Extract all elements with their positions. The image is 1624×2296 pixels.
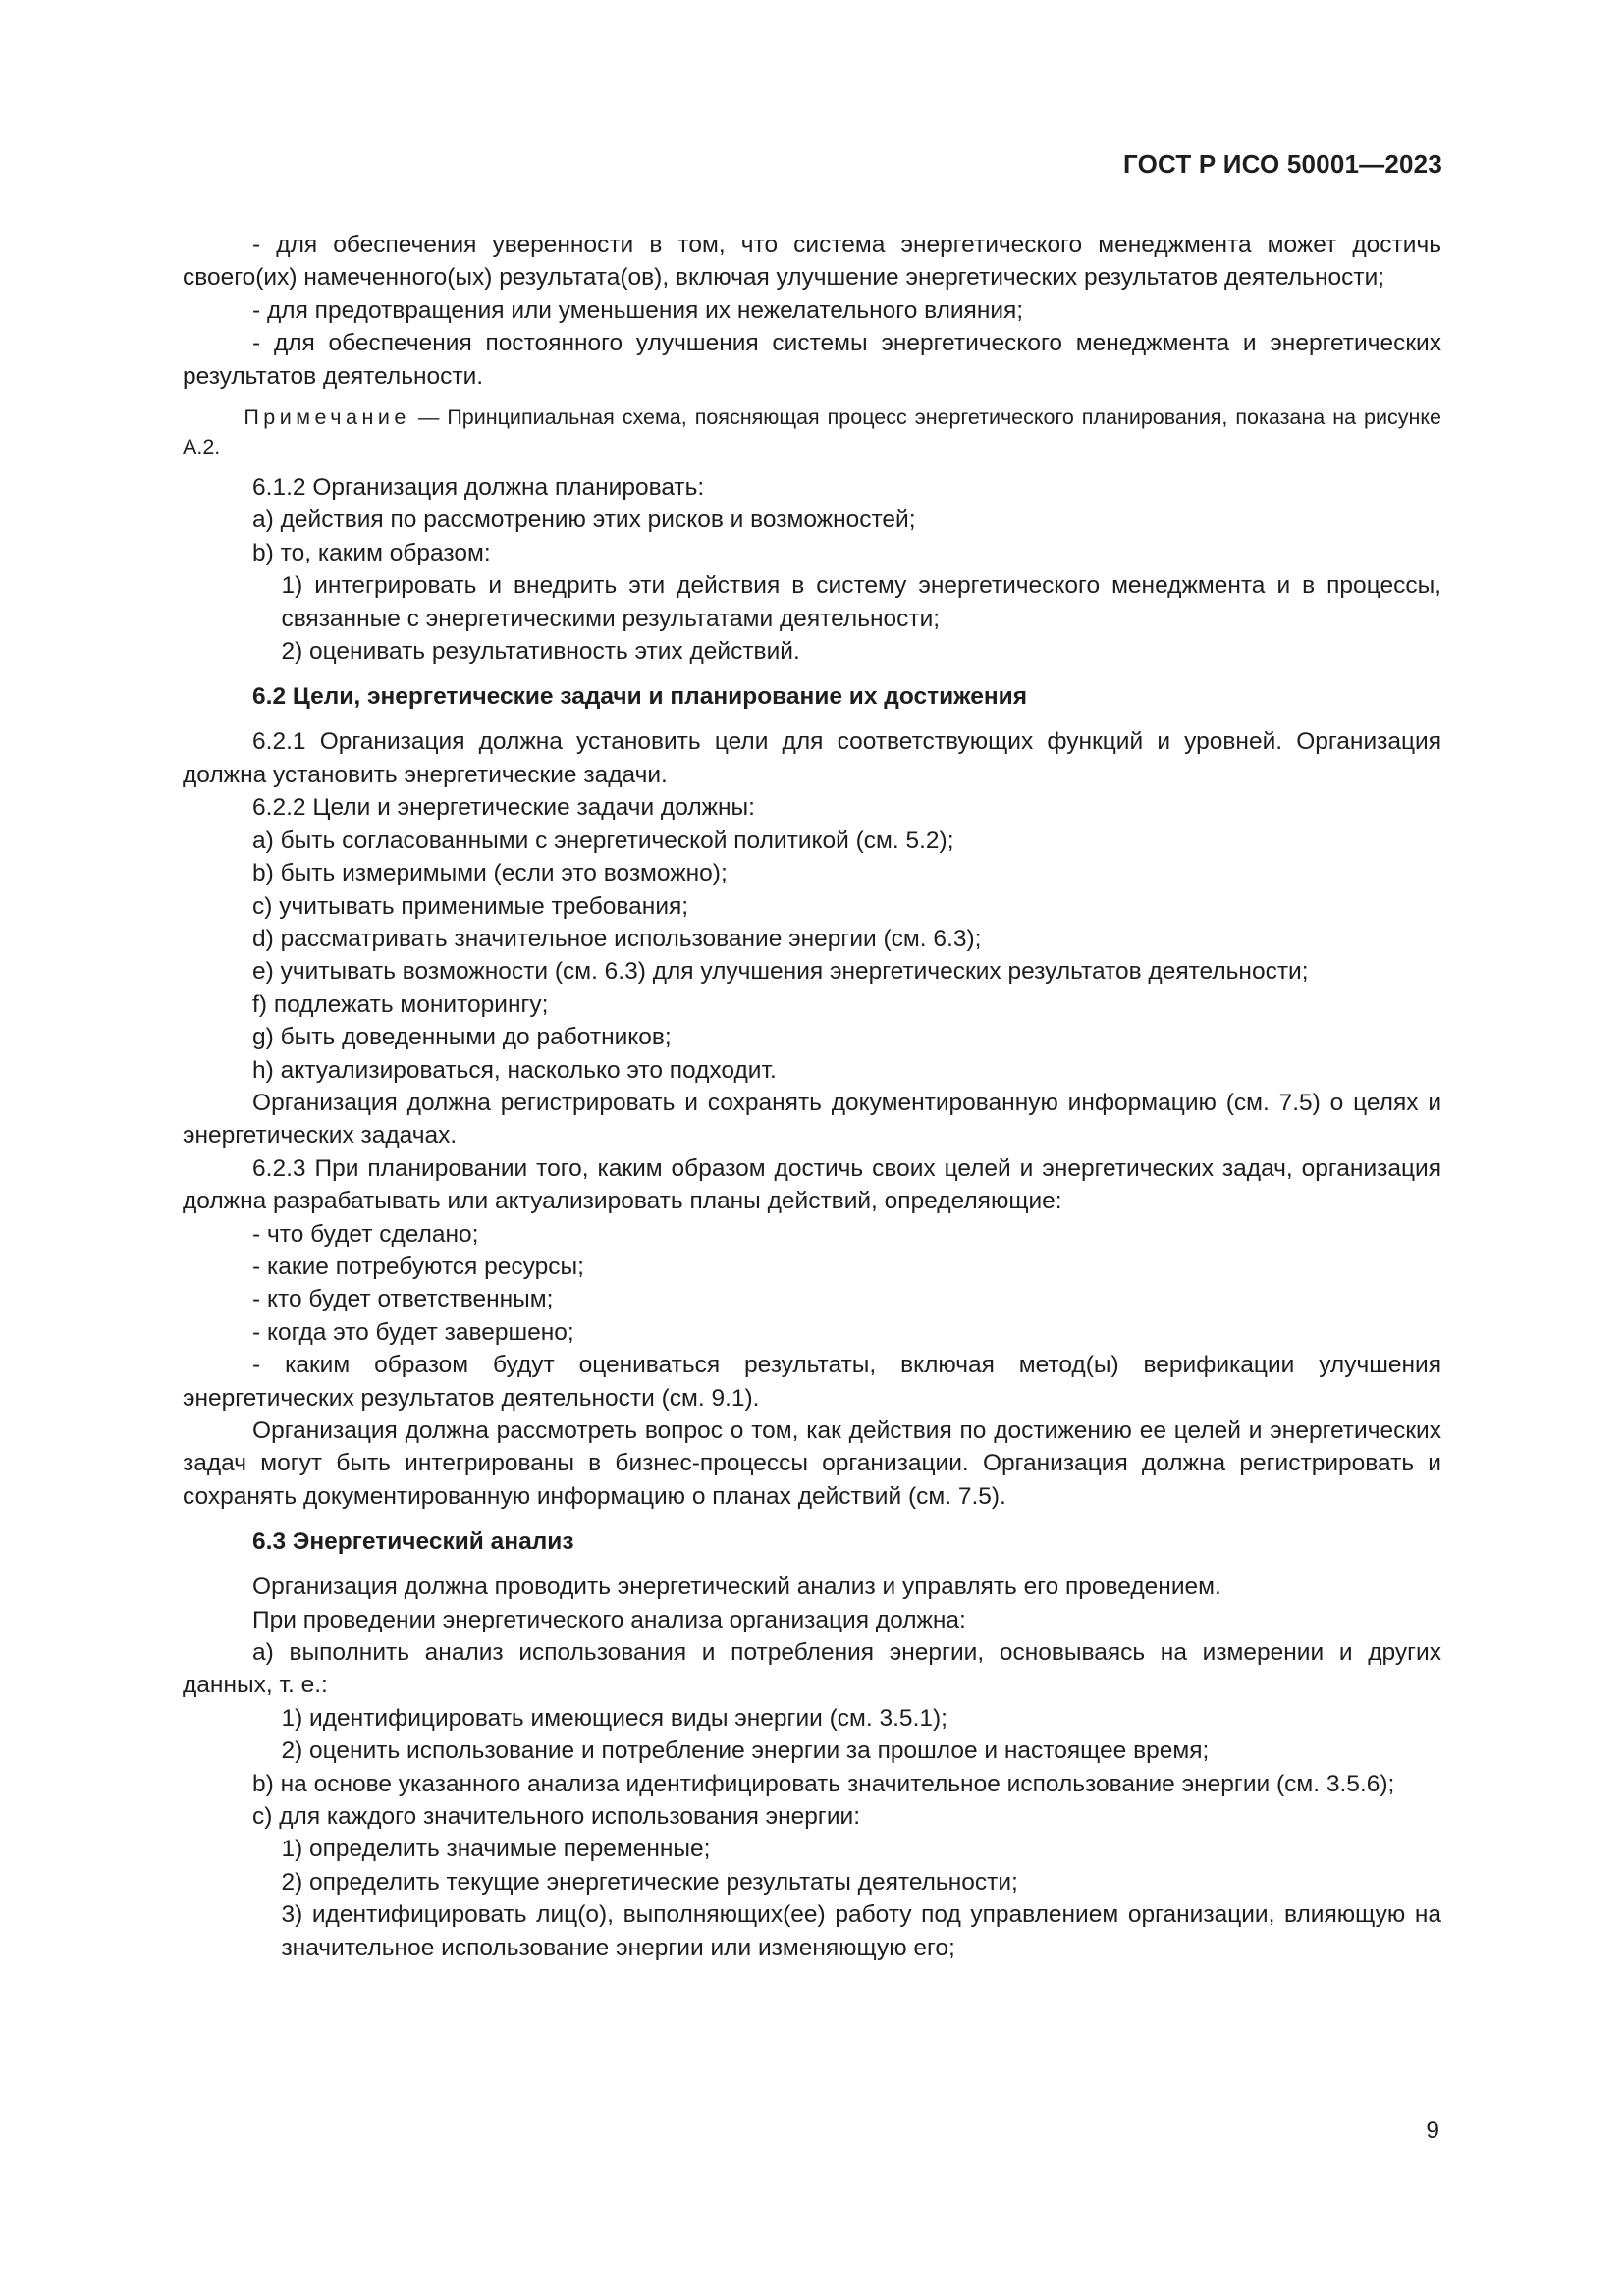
document-code-header: ГОСТ Р ИСО 50001—2023 <box>1122 149 1442 179</box>
clause-6-3-a: a) выполнить анализ использования и потребления энергии, основываясь на измерении и других данных, т. е.: <box>183 1639 1441 1699</box>
section-6-3-title: 6.3 Энергетический анализ <box>252 1528 574 1556</box>
clause-6-1-2-b: b) то, каким образом: <box>252 539 491 566</box>
intro-item-1: - для обеспечения уверенности в том, что система энергетического менеджмента может достичь своего(их) намеченного(ых) результата(ов), включая улучшение энергетических результатов деятельности; <box>183 232 1441 292</box>
plan-item-4: - когда это будет завершено; <box>252 1318 574 1346</box>
clause-6-3-p1: Организация должна проводить энергетический анализ и управлять его проведением. <box>252 1574 1221 1601</box>
page-number: 9 <box>1426 2117 1439 2144</box>
clause-6-2-2-item-b: b) быть измеримыми (если это возможно); <box>252 860 728 887</box>
intro-item-2: - для предотвращения или уменьшения их нежелательного влияния; <box>252 296 1024 324</box>
clause-6-3-a1: 1) идентифицировать имеющиеся виды энергии (см. 3.5.1); <box>281 1704 947 1732</box>
plan-item-3: - кто будет ответственным; <box>252 1286 554 1313</box>
document-body <box>183 229 1441 1964</box>
clause-6-1-2-b1: 1) интегрировать и внедрить эти действия в систему энергетического менеджмента и в процессы, связанные с энергетическими результатами деятельности; <box>281 572 1441 632</box>
clause-6-3-c: c) для каждого значительного использования энергии: <box>252 1803 861 1831</box>
clause-6-2-2-item-f: f) подлежать мониторингу; <box>252 990 549 1018</box>
note-label: Примечание <box>244 405 410 430</box>
clause-6-3-a2: 2) оценить использование и потребление энергии за прошлое и настоящее время; <box>281 1737 1210 1765</box>
clause-6-2-2-item-g: g) быть доведенными до работников; <box>252 1024 672 1051</box>
clause-6-3-c3: 3) идентифицировать лиц(о), выполняющих(ее) работу под управлением организации, влияющую на значительное использование энергии или изменяющую его; <box>281 1901 1441 1961</box>
plan-item-5: - каким образом будут оцениваться результаты, включая метод(ы) верификации улучшения энергетических результатов деятельности (см. 9.1). <box>183 1352 1441 1412</box>
clause-6-2-1: 6.2.1 Организация должна установить цели для соответствующих функций и уровней. Организация должна установить энергетические задачи. <box>183 728 1441 788</box>
clause-6-3-c2: 2) определить текущие энергетические результаты деятельности; <box>281 1868 1018 1896</box>
clause-6-3-b: b) на основе указанного анализа идентифицировать значительное использование энергии (см. 3.5.6); <box>252 1770 1395 1797</box>
clause-6-2-3: 6.2.3 При планировании того, каким образом достичь своих целей и энергетических задач, организация должна разрабатывать или актуализировать планы действий, определяющие: <box>183 1154 1441 1215</box>
clause-6-2-2-item-h: h) актуализироваться, насколько это подходит. <box>252 1056 777 1084</box>
clause-6-3-p2: При проведении энергетического анализа организация должна: <box>252 1606 966 1633</box>
clause-6-2-2-item-a: a) быть согласованными с энергетической политикой (см. 5.2); <box>252 827 954 854</box>
clause-6-2-2-item-e: e) учитывать возможности (см. 6.3) для улучшения энергетических результатов деятельности; <box>252 958 1309 986</box>
plan-item-1: - что будет сделано; <box>252 1220 479 1248</box>
intro-item-3: - для обеспечения постоянного улучшения системы энергетического менеджмента и энергетических результатов деятельности. <box>183 330 1441 390</box>
clause-6-2-2-item-d: d) рассматривать значительное использование энергии (см. 6.3); <box>252 925 982 952</box>
clause-6-1-2-a: a) действия по рассмотрению этих рисков и возможностей; <box>252 507 916 534</box>
section-6-2-title: 6.2 Цели, энергетические задачи и планирование их достижения <box>252 683 1028 711</box>
note-text: Принципиальная схема, поясняющая процесс энергетического планирования, показана на рисунке А.2. <box>183 405 1441 459</box>
clause-6-2-2-item-c: c) учитывать применимые требования; <box>252 892 689 920</box>
clause-6-3-c1: 1) определить значимые переменные; <box>281 1836 711 1863</box>
clause-6-2-integration: Организация должна рассмотреть вопрос о том, как действия по достижению ее целей и энергетических задач могут быть интегрированы в бизнес-процессы организации. Организация должна регистрировать и сохранять документированную информацию о планах действий (см. 7.5). <box>183 1417 1441 1510</box>
clause-6-2-2: 6.2.2 Цели и энергетические задачи должны: <box>252 794 755 822</box>
note-dash: — <box>417 405 440 430</box>
clause-6-2-docs: Организация должна регистрировать и сохранять документированную информацию (см. 7.5) о целях и энергетических задачах. <box>183 1089 1441 1149</box>
clause-6-1-2-b2: 2) оценивать результативность этих действий. <box>281 638 800 666</box>
note <box>183 402 1441 461</box>
plan-item-2: - какие потребуются ресурсы; <box>252 1253 584 1280</box>
clause-6-1-2-lead: 6.1.2 Организация должна планировать: <box>252 474 705 502</box>
